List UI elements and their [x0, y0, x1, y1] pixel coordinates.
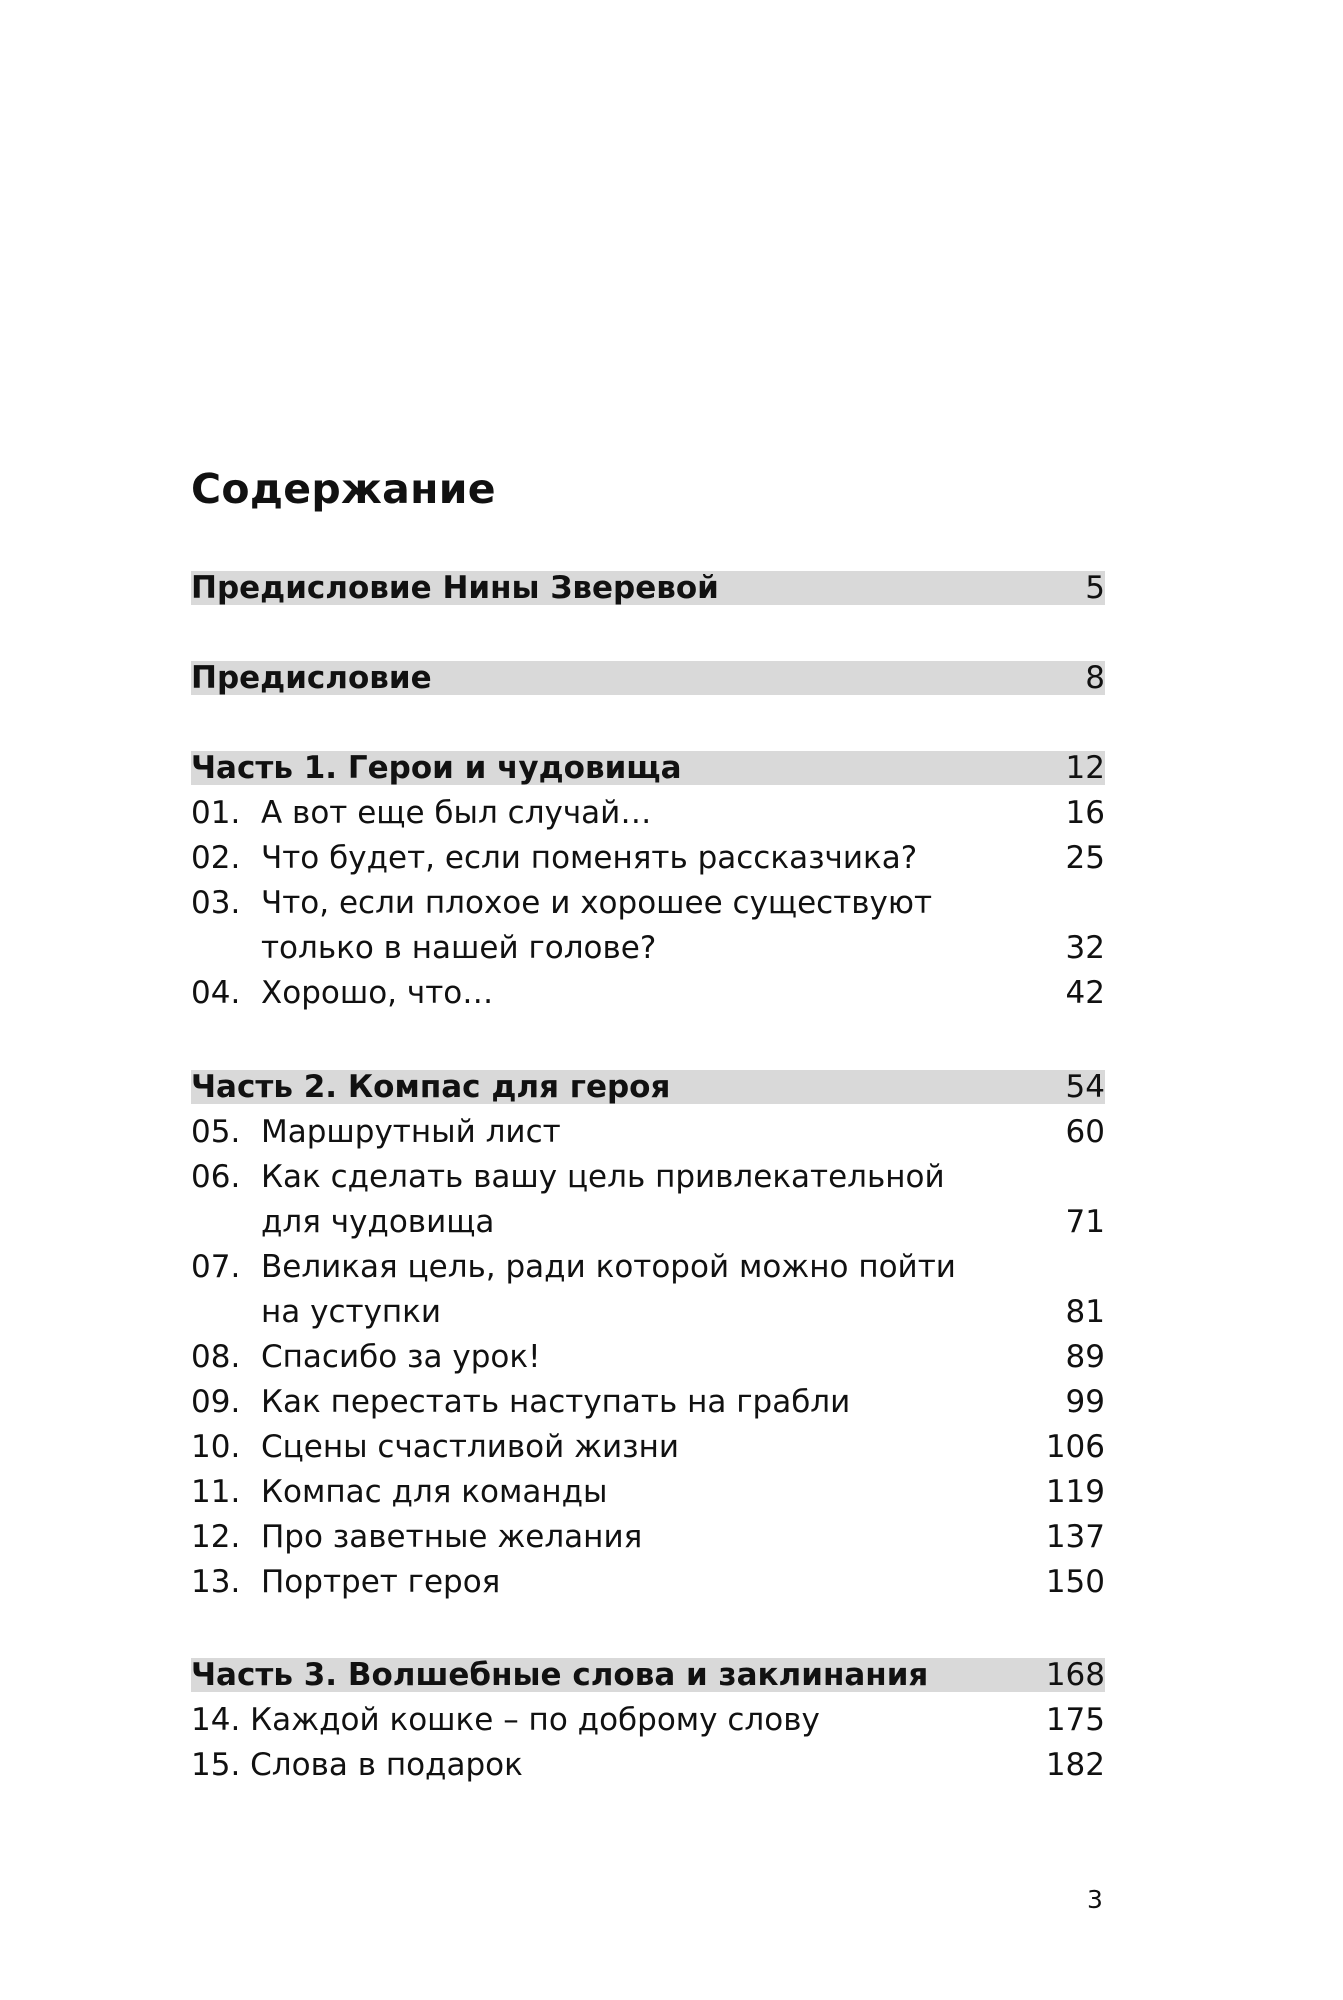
- toc-section-foreword-zvereva[interactable]: [191, 571, 1105, 605]
- item-number: 01.: [191, 795, 241, 831]
- section-label: Часть 1. Герои и чудовища: [191, 750, 682, 786]
- item-title-line-1: Как сделать вашу цель привлекательной: [261, 1159, 945, 1195]
- toc-item[interactable]: [191, 881, 1105, 971]
- item-number: 08.: [191, 1339, 241, 1375]
- page-number: 60: [1065, 1114, 1105, 1150]
- item-title: Компас для команды: [261, 1474, 608, 1510]
- page-number: 8: [1085, 660, 1105, 696]
- page-number: 99: [1065, 1384, 1105, 1420]
- item-title-line-1: Что, если плохое и хорошее существуют: [261, 885, 933, 921]
- item-title: Портрет героя: [261, 1564, 501, 1600]
- item-number: 03.: [191, 885, 241, 921]
- item-number: 04.: [191, 975, 241, 1011]
- item-title: Сцены счастливой жизни: [261, 1429, 680, 1465]
- item-title-line-1: Великая цель, ради которой можно пойти: [261, 1249, 956, 1285]
- item-title: Спасибо за урок!: [261, 1339, 541, 1375]
- item-title: Что будет, если поменять рассказчика?: [261, 840, 918, 876]
- toc-part-1[interactable]: [191, 751, 1105, 785]
- page-number: 89: [1065, 1339, 1105, 1375]
- page-title: Содержание: [191, 465, 496, 513]
- item-title-line-2: только в нашей голове?: [261, 930, 657, 966]
- page-number: 168: [1045, 1657, 1105, 1693]
- item-number: 09.: [191, 1384, 241, 1420]
- item-title: 15. Слова в подарок: [191, 1747, 523, 1783]
- item-number: 02.: [191, 840, 241, 876]
- page-number: 12: [1065, 750, 1105, 786]
- page-number: 71: [1065, 1204, 1105, 1240]
- toc-item[interactable]: [191, 1245, 1105, 1335]
- item-number: 07.: [191, 1249, 241, 1285]
- item-number: 11.: [191, 1474, 241, 1510]
- page-number: 54: [1065, 1069, 1105, 1105]
- item-title: Маршрутный лист: [261, 1114, 561, 1150]
- item-number: 10.: [191, 1429, 241, 1465]
- item-title: А вот еще был случай…: [261, 795, 652, 831]
- section-label: Часть 3. Волшебные слова и заклинания: [191, 1657, 929, 1693]
- page-number: 137: [1045, 1519, 1105, 1555]
- page-number: 106: [1045, 1429, 1105, 1465]
- page-number: 42: [1065, 975, 1105, 1011]
- toc-section-preface[interactable]: [191, 661, 1105, 695]
- page-number: 175: [1045, 1702, 1105, 1738]
- item-title-line-2: на уступки: [261, 1294, 442, 1330]
- item-title: Про заветные желания: [261, 1519, 643, 1555]
- page-folio-number: 3: [1087, 1885, 1103, 1914]
- item-title-line-2: для чудовища: [261, 1204, 495, 1240]
- page-number: 81: [1065, 1294, 1105, 1330]
- toc-part-3[interactable]: [191, 1658, 1105, 1692]
- item-number: 06.: [191, 1159, 241, 1195]
- page-number: 25: [1065, 840, 1105, 876]
- item-title: Хорошо, что…: [261, 975, 494, 1011]
- item-title: Как перестать наступать на грабли: [261, 1384, 851, 1420]
- section-label: Предисловие: [191, 660, 432, 696]
- section-label: Часть 2. Компас для героя: [191, 1069, 671, 1105]
- section-label: Предисловие Нины Зверевой: [191, 570, 719, 606]
- page-number: 32: [1065, 930, 1105, 966]
- page-number: 16: [1065, 795, 1105, 831]
- page-number: 182: [1045, 1747, 1105, 1783]
- item-title: 14. Каждой кошке – по доброму слову: [191, 1702, 820, 1738]
- item-number: 05.: [191, 1114, 241, 1150]
- page-number: 5: [1085, 570, 1105, 606]
- item-number: 12.: [191, 1519, 241, 1555]
- toc-part-2[interactable]: [191, 1070, 1105, 1104]
- toc-item[interactable]: [191, 1155, 1105, 1245]
- page-number: 119: [1045, 1474, 1105, 1510]
- item-number: 13.: [191, 1564, 241, 1600]
- page-number: 150: [1045, 1564, 1105, 1600]
